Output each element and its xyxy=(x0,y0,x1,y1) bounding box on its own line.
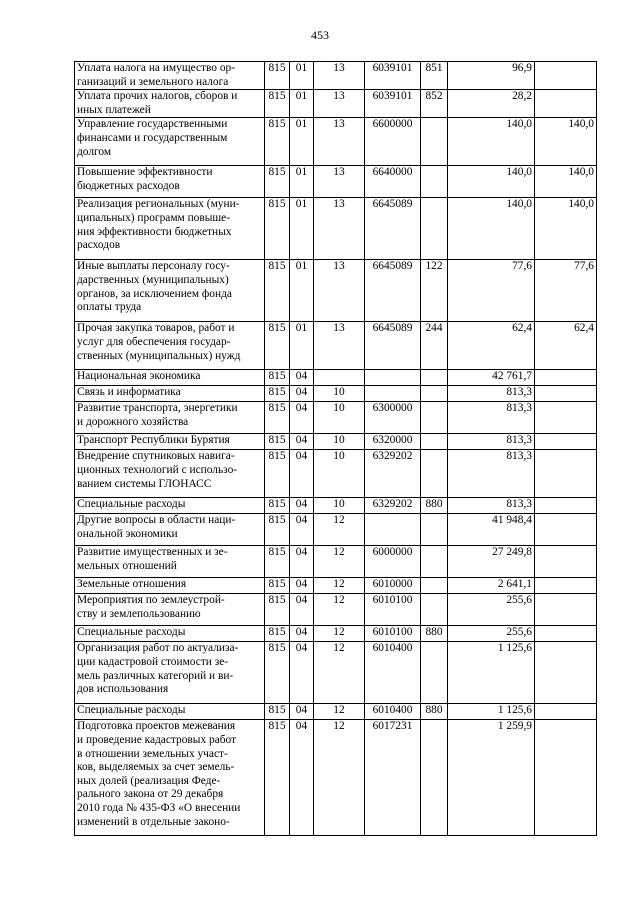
row-name: Уплата прочих налогов, сборов и иных платежей xyxy=(75,90,265,118)
table-row xyxy=(75,434,597,450)
subsection-code: 12 xyxy=(314,720,365,836)
table-row xyxy=(75,642,597,704)
subsection-code: 13 xyxy=(314,90,365,118)
ministry-code: 815 xyxy=(265,546,290,578)
target-code: 6010400 xyxy=(365,642,421,704)
expense-type-code: 880 xyxy=(421,704,448,720)
expense-type-code xyxy=(421,370,448,386)
section-code: 01 xyxy=(290,260,314,322)
table-row xyxy=(75,720,597,836)
ministry-code: 815 xyxy=(265,594,290,626)
row-name: Специальные расходы xyxy=(75,704,265,720)
expense-type-code: 122 xyxy=(421,260,448,322)
row-name: Транспорт Республики Бурятия xyxy=(75,434,265,450)
ministry-code: 815 xyxy=(265,118,290,166)
subsection-code: 12 xyxy=(314,704,365,720)
amount-primary: 255,6 xyxy=(448,594,535,626)
table-row xyxy=(75,166,597,198)
table-row xyxy=(75,322,597,370)
row-name: Управление государственными финансами и государственным долгом xyxy=(75,118,265,166)
amount-secondary: 77,6 xyxy=(535,260,597,322)
amount-secondary xyxy=(535,402,597,434)
amount-primary: 62,4 xyxy=(448,322,535,370)
target-code: 6320000 xyxy=(365,434,421,450)
subsection-code: 13 xyxy=(314,198,365,260)
amount-secondary xyxy=(535,498,597,514)
subsection-code: 10 xyxy=(314,434,365,450)
subsection-code: 13 xyxy=(314,118,365,166)
subsection-code: 13 xyxy=(314,166,365,198)
target-code xyxy=(365,386,421,402)
expense-type-code xyxy=(421,546,448,578)
target-code: 6645089 xyxy=(365,260,421,322)
target-code: 6645089 xyxy=(365,198,421,260)
amount-secondary xyxy=(535,578,597,594)
amount-secondary xyxy=(535,62,597,90)
expense-type-code xyxy=(421,402,448,434)
target-code: 6039101 xyxy=(365,90,421,118)
target-code: 6329202 xyxy=(365,498,421,514)
row-name: Специальные расходы xyxy=(75,498,265,514)
table-row xyxy=(75,370,597,386)
row-name: Повышение эффективности бюджетных расходов xyxy=(75,166,265,198)
table-row xyxy=(75,546,597,578)
target-code: 6017231 xyxy=(365,720,421,836)
amount-primary: 28,2 xyxy=(448,90,535,118)
amount-secondary xyxy=(535,450,597,498)
table-row xyxy=(75,402,597,434)
expense-type-code xyxy=(421,450,448,498)
target-code: 6010100 xyxy=(365,594,421,626)
row-name: Связь и информатика xyxy=(75,386,265,402)
amount-primary: 41 948,4 xyxy=(448,514,535,546)
amount-primary: 27 249,8 xyxy=(448,546,535,578)
amount-primary: 813,3 xyxy=(448,498,535,514)
expense-type-code xyxy=(421,514,448,546)
amount-primary: 1 259,9 xyxy=(448,720,535,836)
ministry-code: 815 xyxy=(265,370,290,386)
subsection-code: 13 xyxy=(314,322,365,370)
section-code: 04 xyxy=(290,594,314,626)
section-code: 04 xyxy=(290,386,314,402)
amount-primary: 1 125,6 xyxy=(448,704,535,720)
subsection-code: 10 xyxy=(314,386,365,402)
amount-primary: 42 761,7 xyxy=(448,370,535,386)
row-name: Развитие транспорта, энергетики и дорожного хозяйства xyxy=(75,402,265,434)
target-code: 6010100 xyxy=(365,626,421,642)
ministry-code: 815 xyxy=(265,578,290,594)
subsection-code: 12 xyxy=(314,642,365,704)
expense-type-code xyxy=(421,386,448,402)
section-code: 04 xyxy=(290,546,314,578)
ministry-code: 815 xyxy=(265,450,290,498)
amount-secondary xyxy=(535,626,597,642)
section-code: 04 xyxy=(290,626,314,642)
table-row xyxy=(75,514,597,546)
row-name: Другие вопросы в области наци- ональной экономики xyxy=(75,514,265,546)
amount-secondary: 62,4 xyxy=(535,322,597,370)
amount-secondary: 140,0 xyxy=(535,166,597,198)
amount-secondary xyxy=(535,370,597,386)
target-code: 6645089 xyxy=(365,322,421,370)
ministry-code: 815 xyxy=(265,498,290,514)
ministry-code: 815 xyxy=(265,90,290,118)
subsection-code: 12 xyxy=(314,594,365,626)
expense-type-code: 880 xyxy=(421,498,448,514)
ministry-code: 815 xyxy=(265,720,290,836)
section-code: 01 xyxy=(290,166,314,198)
ministry-code: 815 xyxy=(265,166,290,198)
amount-primary: 96,9 xyxy=(448,62,535,90)
section-code: 04 xyxy=(290,642,314,704)
amount-primary: 140,0 xyxy=(448,166,535,198)
target-code: 6000000 xyxy=(365,546,421,578)
section-code: 04 xyxy=(290,434,314,450)
expense-type-code xyxy=(421,198,448,260)
section-code: 01 xyxy=(290,198,314,260)
amount-secondary xyxy=(535,642,597,704)
target-code: 6010400 xyxy=(365,704,421,720)
row-name: Национальная экономика xyxy=(75,370,265,386)
expense-type-code: 880 xyxy=(421,626,448,642)
subsection-code xyxy=(314,370,365,386)
amount-primary: 1 125,6 xyxy=(448,642,535,704)
subsection-code: 10 xyxy=(314,498,365,514)
expense-type-code xyxy=(421,720,448,836)
ministry-code: 815 xyxy=(265,626,290,642)
section-code: 01 xyxy=(290,322,314,370)
table-row xyxy=(75,450,597,498)
amount-secondary: 140,0 xyxy=(535,198,597,260)
table-row xyxy=(75,498,597,514)
amount-secondary xyxy=(535,546,597,578)
expense-type-code xyxy=(421,434,448,450)
expense-type-code: 852 xyxy=(421,90,448,118)
expense-type-code xyxy=(421,118,448,166)
expense-type-code: 851 xyxy=(421,62,448,90)
section-code: 04 xyxy=(290,720,314,836)
target-code: 6600000 xyxy=(365,118,421,166)
section-code: 01 xyxy=(290,62,314,90)
table-row xyxy=(75,626,597,642)
amount-primary: 140,0 xyxy=(448,118,535,166)
row-name: Организация работ по актуализа- ции кадастровой стоимости зе- мель различных категорий и ви- дов использования xyxy=(75,642,265,704)
section-code: 04 xyxy=(290,704,314,720)
subsection-code: 13 xyxy=(314,260,365,322)
table-row xyxy=(75,90,597,118)
amount-primary: 813,3 xyxy=(448,402,535,434)
section-code: 04 xyxy=(290,402,314,434)
subsection-code: 12 xyxy=(314,546,365,578)
row-name: Реализация региональных (муни- ципальных) программ повыше- ния эффективности бюджетных расходов xyxy=(75,198,265,260)
table-row xyxy=(75,578,597,594)
expense-type-code: 244 xyxy=(421,322,448,370)
subsection-code: 13 xyxy=(314,62,365,90)
amount-secondary xyxy=(535,514,597,546)
table-row xyxy=(75,704,597,720)
amount-primary: 140,0 xyxy=(448,198,535,260)
row-name: Уплата налога на имущество ор- ганизаций и земельного налога xyxy=(75,62,265,90)
expense-type-code xyxy=(421,594,448,626)
section-code: 04 xyxy=(290,370,314,386)
row-name: Подготовка проектов межевания и проведение кадастровых работ в отношении земельных участ- ков, выделяемых за счет земель- ных долей (реализация Феде- рального закона от 29 декабря 2010 года № 435-ФЗ «О внесении изменений в отдельные законо- xyxy=(75,720,265,836)
ministry-code: 815 xyxy=(265,514,290,546)
section-code: 04 xyxy=(290,498,314,514)
subsection-code: 10 xyxy=(314,450,365,498)
table-row xyxy=(75,594,597,626)
expense-type-code xyxy=(421,166,448,198)
target-code: 6329202 xyxy=(365,450,421,498)
amount-secondary xyxy=(535,704,597,720)
page-number: 453 xyxy=(311,28,329,42)
amount-primary: 813,3 xyxy=(448,386,535,402)
row-name: Иные выплаты персоналу госу- дарственных (муниципальных) органов, за исключением фонда оплаты труда xyxy=(75,260,265,322)
expense-type-code xyxy=(421,642,448,704)
ministry-code: 815 xyxy=(265,434,290,450)
amount-secondary: 140,0 xyxy=(535,118,597,166)
table-row xyxy=(75,386,597,402)
subsection-code: 10 xyxy=(314,402,365,434)
amount-primary: 813,3 xyxy=(448,434,535,450)
table-body xyxy=(75,62,597,836)
target-code: 6300000 xyxy=(365,402,421,434)
row-name: Мероприятия по землеустрой- ству и землепользованию xyxy=(75,594,265,626)
subsection-code: 12 xyxy=(314,514,365,546)
table-row xyxy=(75,118,597,166)
target-code: 6010000 xyxy=(365,578,421,594)
table-row xyxy=(75,198,597,260)
ministry-code: 815 xyxy=(265,386,290,402)
ministry-code: 815 xyxy=(265,322,290,370)
row-name: Специальные расходы xyxy=(75,626,265,642)
target-code: 6039101 xyxy=(365,62,421,90)
table-row xyxy=(75,62,597,90)
row-name: Внедрение спутниковых навига- ционных технологий с использо- ванием системы ГЛОНАСС xyxy=(75,450,265,498)
ministry-code: 815 xyxy=(265,260,290,322)
ministry-code: 815 xyxy=(265,642,290,704)
ministry-code: 815 xyxy=(265,198,290,260)
amount-secondary xyxy=(535,90,597,118)
ministry-code: 815 xyxy=(265,704,290,720)
table-row xyxy=(75,260,597,322)
ministry-code: 815 xyxy=(265,62,290,90)
amount-primary: 77,6 xyxy=(448,260,535,322)
row-name: Земельные отношения xyxy=(75,578,265,594)
amount-primary: 255,6 xyxy=(448,626,535,642)
budget-table xyxy=(74,61,597,836)
section-code: 04 xyxy=(290,450,314,498)
amount-secondary xyxy=(535,594,597,626)
row-name: Прочая закупка товаров, работ и услуг для обеспечения государ- ственных (муниципальных) нужд xyxy=(75,322,265,370)
section-code: 01 xyxy=(290,118,314,166)
subsection-code: 12 xyxy=(314,626,365,642)
amount-secondary xyxy=(535,386,597,402)
section-code: 04 xyxy=(290,514,314,546)
subsection-code: 12 xyxy=(314,578,365,594)
target-code: 6640000 xyxy=(365,166,421,198)
section-code: 01 xyxy=(290,90,314,118)
section-code: 04 xyxy=(290,578,314,594)
row-name: Развитие имущественных и зе- мельных отношений xyxy=(75,546,265,578)
amount-primary: 2 641,1 xyxy=(448,578,535,594)
ministry-code: 815 xyxy=(265,402,290,434)
target-code xyxy=(365,370,421,386)
amount-primary: 813,3 xyxy=(448,450,535,498)
expense-type-code xyxy=(421,578,448,594)
amount-secondary xyxy=(535,720,597,836)
amount-secondary xyxy=(535,434,597,450)
target-code xyxy=(365,514,421,546)
